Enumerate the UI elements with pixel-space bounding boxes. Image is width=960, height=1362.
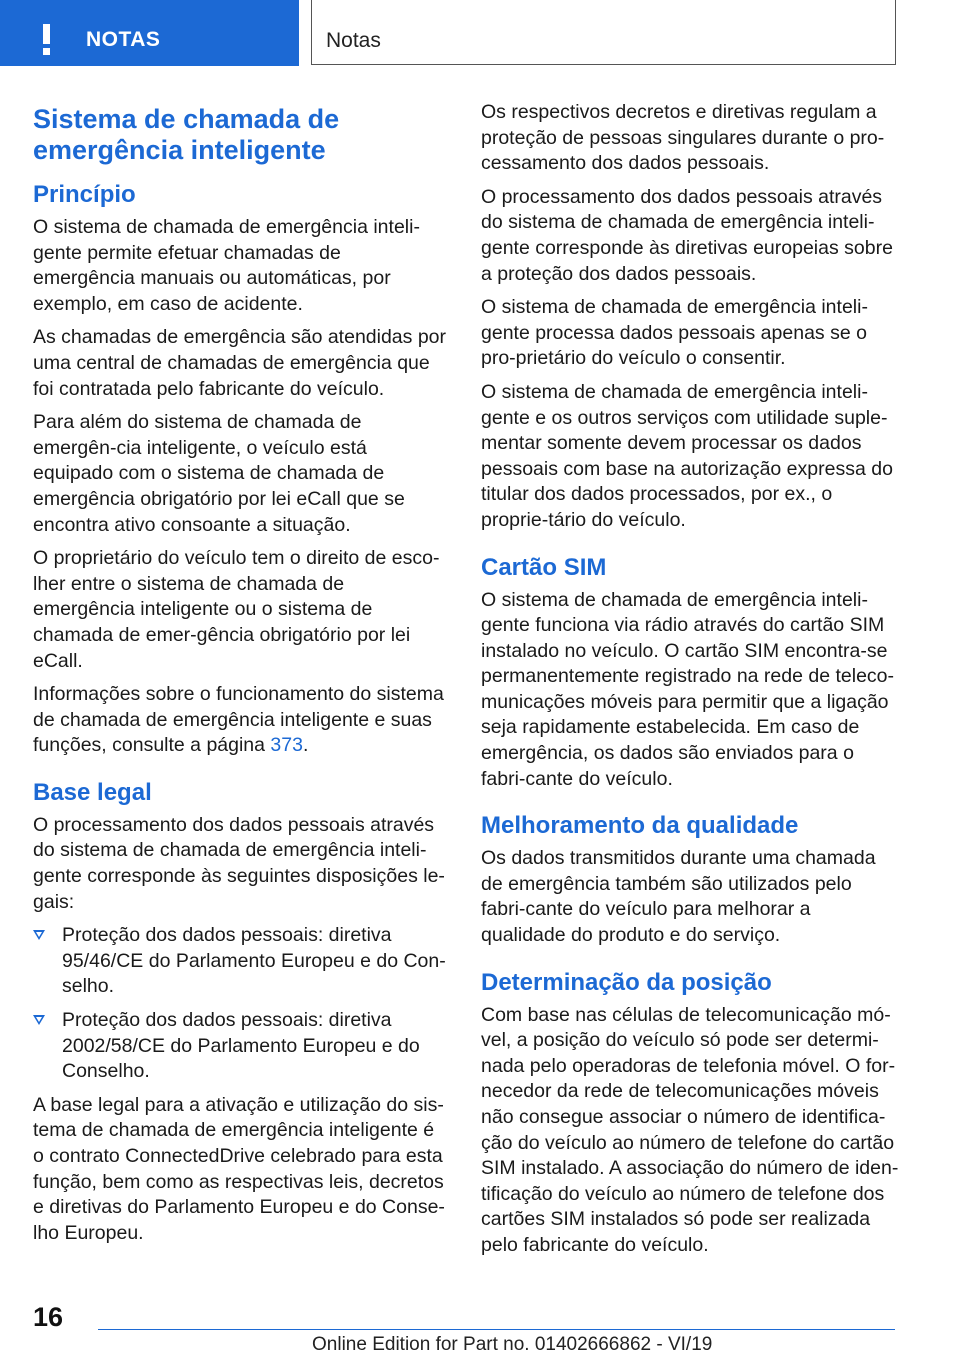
edition-text: Online Edition for Part no. 01402666862 - VI/19 — [312, 1334, 713, 1355]
heading-melhoramento: Melhoramento da qualidade — [481, 812, 799, 840]
paragraph: O sistema de chamada de emergência inteli-gente processa dados pessoais apenas se o pro-prietário do veículo o consentir. — [481, 296, 868, 370]
list-item-text: Proteção dos dados pessoais: diretiva 95/46/CE do Parlamento Europeu e do Con-selho. — [62, 924, 446, 998]
section-header-label: Notas — [326, 29, 381, 52]
heading-posicao: Determinação da posição — [481, 968, 772, 996]
paragraph: O sistema de chamada de emergência inteli-gente funciona via rádio através do cartão SIM instalado no veículo. O cartão SIM encontra-se permanentemente registrado na rede de teleco-municações móveis para permitir que a ligação seja rapidamente estabelecida. Em caso de emergência, os dados são enviados para o fabri-cante do veículo. — [481, 588, 895, 790]
section-tab-label: NOTAS — [86, 28, 161, 51]
exclamation-icon — [43, 24, 51, 58]
footer-divider — [98, 1329, 895, 1330]
paragraph: O proprietário do veículo tem o direito de esco-lher entre o sistema de chamada de emergência inteligente ou o sistema de chamada de emer-gência obrigatório por lei eCall. — [33, 547, 440, 672]
page-number: 16 — [33, 1302, 64, 1332]
heading-base-legal: Base legal — [33, 778, 152, 806]
section-tab — [0, 0, 299, 66]
paragraph-reference — [33, 682, 448, 759]
list-item — [33, 1008, 448, 1085]
paragraph: Os dados transmitidos durante uma chamada de emergência também são utilizados pelo fabri-cante do veículo para melhorar a qualidade do produto e do serviço. — [481, 847, 876, 947]
paragraph: Os respectivos decretos e diretivas regulam a proteção de pessoas singulares durante o pro-cessamento dos dados pessoais. — [481, 101, 885, 175]
paragraph: Com base nas células de telecomunicação mó-vel, a posição do veículo só pode ser determi-nada pelo operadoras de telefonia móvel. O for-necedor da rede de telecomunicações móveis não consegue associar o número de identifica-ção do veículo ao número de telefone do cartão SIM instalado. A associação do número de iden-tificação do veículo ao número de telefone dos cartões SIM instalados só pode ser realizada pelo fabricante do veículo. — [481, 1003, 899, 1256]
paragraph: As chamadas de emergência são atendidas por uma central de chamadas de emergência que foi contratada pelo fabricante do veículo. — [33, 326, 447, 400]
heading-principio: Princípio — [33, 181, 136, 208]
paragraph: O sistema de chamada de emergência inteli-gente permite efetuar chamadas de emergência manuais ou automáticas, por exemplo, em caso de acidente. — [33, 216, 420, 315]
section-header — [311, 0, 896, 65]
left-column — [33, 100, 448, 1254]
paragraph: O sistema de chamada de emergência inteli-gente e os outros serviços com utilidade suple-mentar somente devem processar os dados pessoais com base na autorização expressa do titular dos dados processados, por ex., o proprie-tário do veículo. — [481, 380, 893, 531]
page-reference-link[interactable]: 373 — [270, 734, 303, 757]
page-title: Sistema de chamada de emergência inteligente — [33, 104, 340, 165]
legal-list — [33, 923, 448, 1085]
list-item — [33, 923, 448, 1000]
list-item-text: Proteção dos dados pessoais: diretiva 2002/58/CE do Parlamento Europeu e do Conselho. — [62, 1009, 420, 1083]
paragraph: O processamento dos dados pessoais através do sistema de chamada de emergência inteli-gente corresponde às diretivas europeias sobre a proteção dos dados pessoais. — [481, 185, 893, 285]
reference-end: . — [302, 734, 309, 757]
triangle-bullet-icon — [33, 1015, 45, 1025]
paragraph: O processamento dos dados pessoais através do sistema de chamada de emergência inteli-gente corresponde às seguintes disposições le-gais: — [33, 813, 445, 913]
paragraph: A base legal para a ativação e utilização do sis-tema de chamada de emergência inteligente é o contrato ConnectedDrive celebrado para esta função, bem como as respectivas leis, decretos e diretivas do Parlamento Europeu e do Conse-lho Europeu. — [33, 1093, 445, 1244]
triangle-bullet-icon — [33, 930, 45, 940]
heading-cartao-sim: Cartão SIM — [481, 553, 607, 581]
right-column — [481, 100, 899, 1267]
reference-text: Informações sobre o funcionamento do sistema de chamada de emergência inteligente e suas funções, consulte a página — [33, 683, 444, 757]
paragraph: Para além do sistema de chamada de emergên-cia inteligente, o veículo está equipado com o sistema de chamada de emergência obrigatório por lei eCall que se encontra ativo consoante a situação. — [33, 411, 405, 536]
